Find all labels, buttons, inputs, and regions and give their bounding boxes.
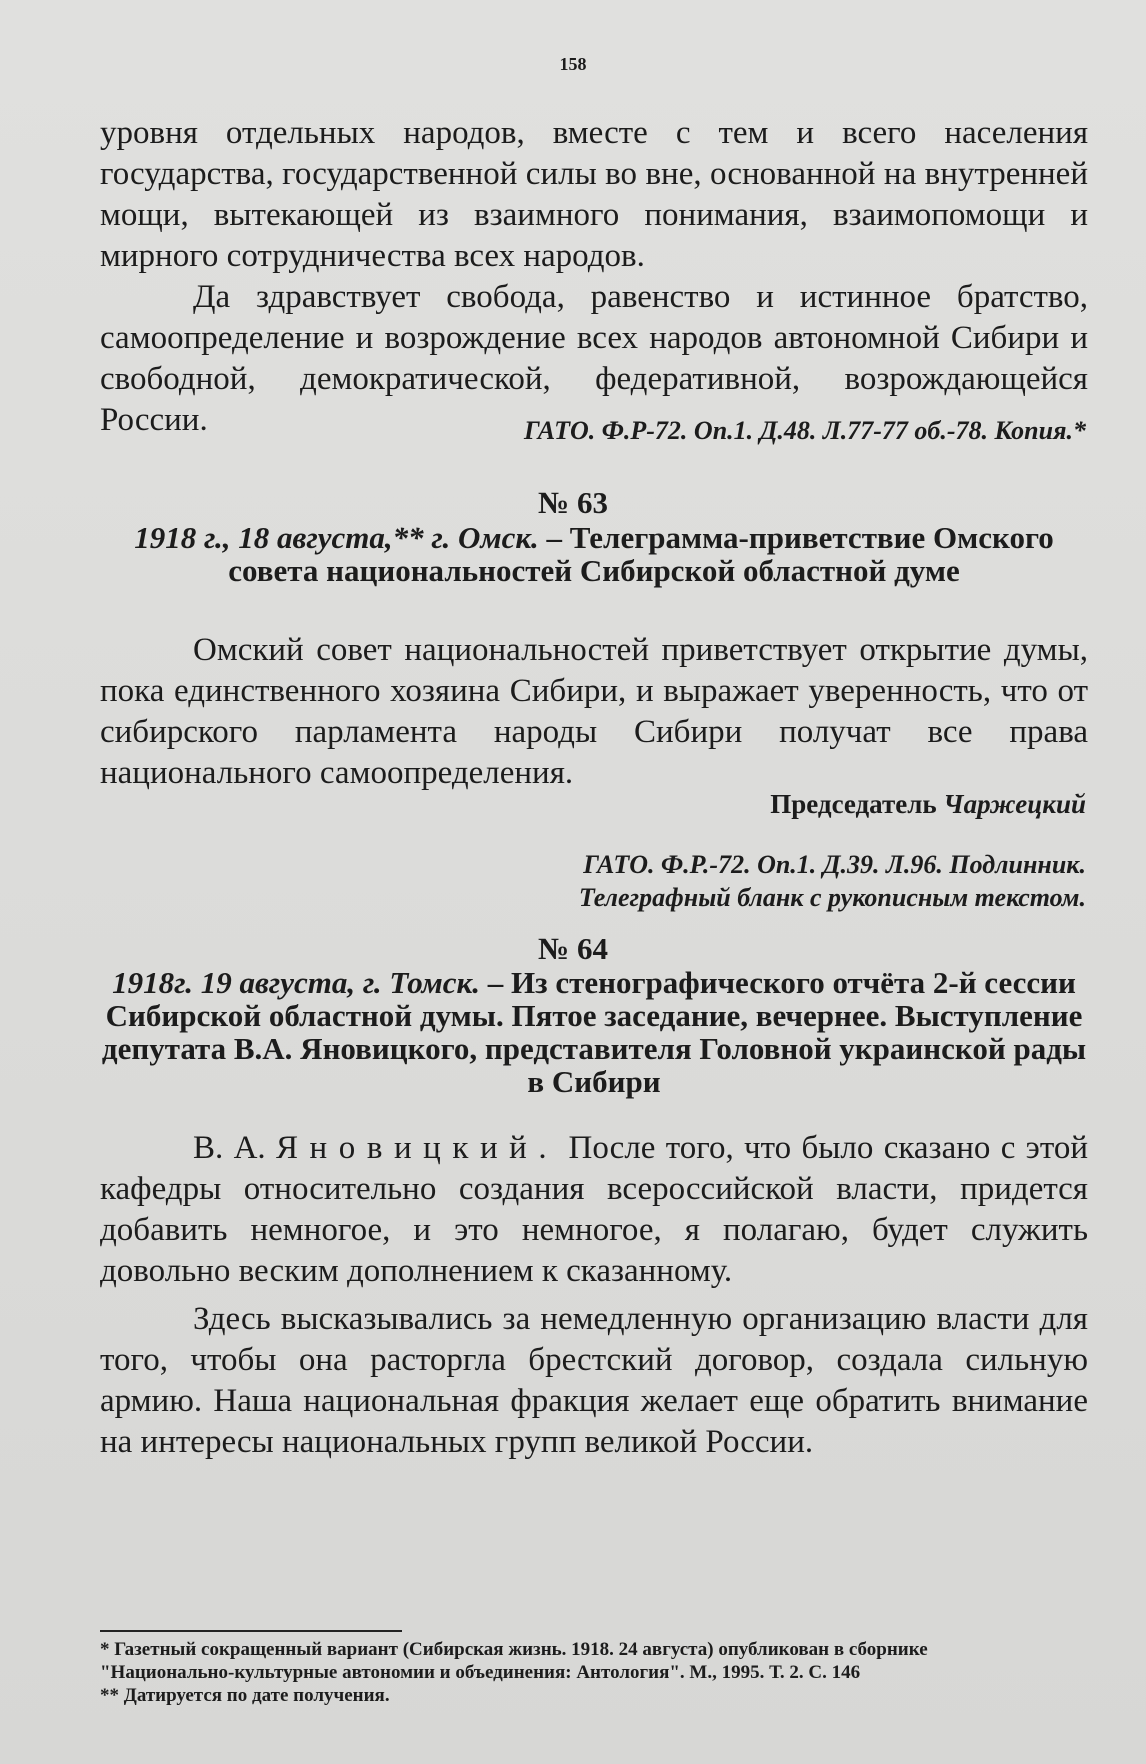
footnote-1 <box>100 1638 1060 1684</box>
footnote-1-mark: * <box>100 1639 110 1660</box>
document-number-63: № 63 <box>538 485 608 520</box>
archive-source-2 <box>579 848 1086 914</box>
archive-source-2-line2: Телеграфный бланк с рукописным текстом. <box>578 883 1086 912</box>
document-text-64 <box>100 1128 1088 1463</box>
paragraph-speech-1 <box>100 1128 1088 1292</box>
speaker-initials: В. А. <box>193 1130 266 1166</box>
paragraph-greeting: Омский совет национальностей приветствует открытие думы, пока единственного хозяина Сибири, и выражает уверенность, что от сибирского парламента народы Сибири получат все права национального самоопределения. <box>100 632 1088 791</box>
document-heading-63 <box>95 521 1093 587</box>
paragraph-proclamation: Да здравствует свобода, равенство и истинное братство, самоопределение и возрождение всех народов автономной Сибири и свободной, демократической, федеративной, возрождающейся России. <box>100 279 1088 438</box>
continuation-text-block <box>100 113 1088 441</box>
paragraph-speech-2: Здесь высказывались за немедленную организацию власти для того, чтобы она расторгла брестский договор, создала сильную армию. Наша национальная фракция желает еще обратить внимание на интересы национальных групп великой России. <box>100 1301 1088 1460</box>
archive-source-1: ГАТО. Ф.Р-72. Оп.1. Д.48. Л.77-77 об.-78. Копия.* <box>524 416 1086 445</box>
document-text-63 <box>100 630 1088 794</box>
footnote-2-text: Датируется по дате получения. <box>123 1685 390 1706</box>
signature-line <box>770 789 1086 820</box>
footnotes-block <box>100 1638 1060 1707</box>
footnote-divider <box>100 1630 402 1632</box>
footnote-1-text: Газетный сокращенный вариант (Сибирская жизнь. 1918. 24 августа) опубликован в сборнике "Национально-культурные автономии и объединения: Антология". М., 1995. Т. 2. С. 146 <box>100 1639 928 1683</box>
footnote-2 <box>100 1684 1060 1707</box>
document-number-64: № 64 <box>538 931 608 966</box>
signature-label: Председатель <box>770 789 937 819</box>
document-heading-64 <box>95 966 1093 1098</box>
page-number: 158 <box>559 54 587 74</box>
paragraph-continuation: уровня отдельных народов, вместе с тем и всего населения государства, государственной силы во вне, основанной на внутренней мощи, вытекающей из взаимного понимания, взаимопомощи и мирного сотрудничества всех народов. <box>100 115 1088 274</box>
speech-text-1: После того, что было сказано с этой кафедры относительно создания всероссийской власти, придется добавить немногое, и это немногое, я полагаю, будет служить довольно веским дополнением к сказанному. <box>100 1130 1088 1289</box>
speaker-name: Яновицкий. <box>276 1130 559 1166</box>
signature-name: Чаржецкий <box>943 789 1086 819</box>
document-date-64: 1918г. 19 августа, г. Томск. <box>112 965 481 1000</box>
document-date-63: 1918 г., 18 августа,** г. Омск. <box>134 520 539 555</box>
archive-source-2-line1: ГАТО. Ф.Р.-72. Оп.1. Д.39. Л.96. Подлинник. <box>583 850 1086 879</box>
document-title-63: – Телеграмма-приветствие Омского совета национальностей Сибирской областной думе <box>228 520 1054 588</box>
document-title-64: – Из стенографического отчёта 2-й сессии Сибирской областной думы. Пятое заседание, вечернее. Выступление депутата В.А. Яновицкого, представителя Головной украинской рады в Сибири <box>101 965 1087 1099</box>
footnote-2-mark: ** <box>100 1685 119 1706</box>
